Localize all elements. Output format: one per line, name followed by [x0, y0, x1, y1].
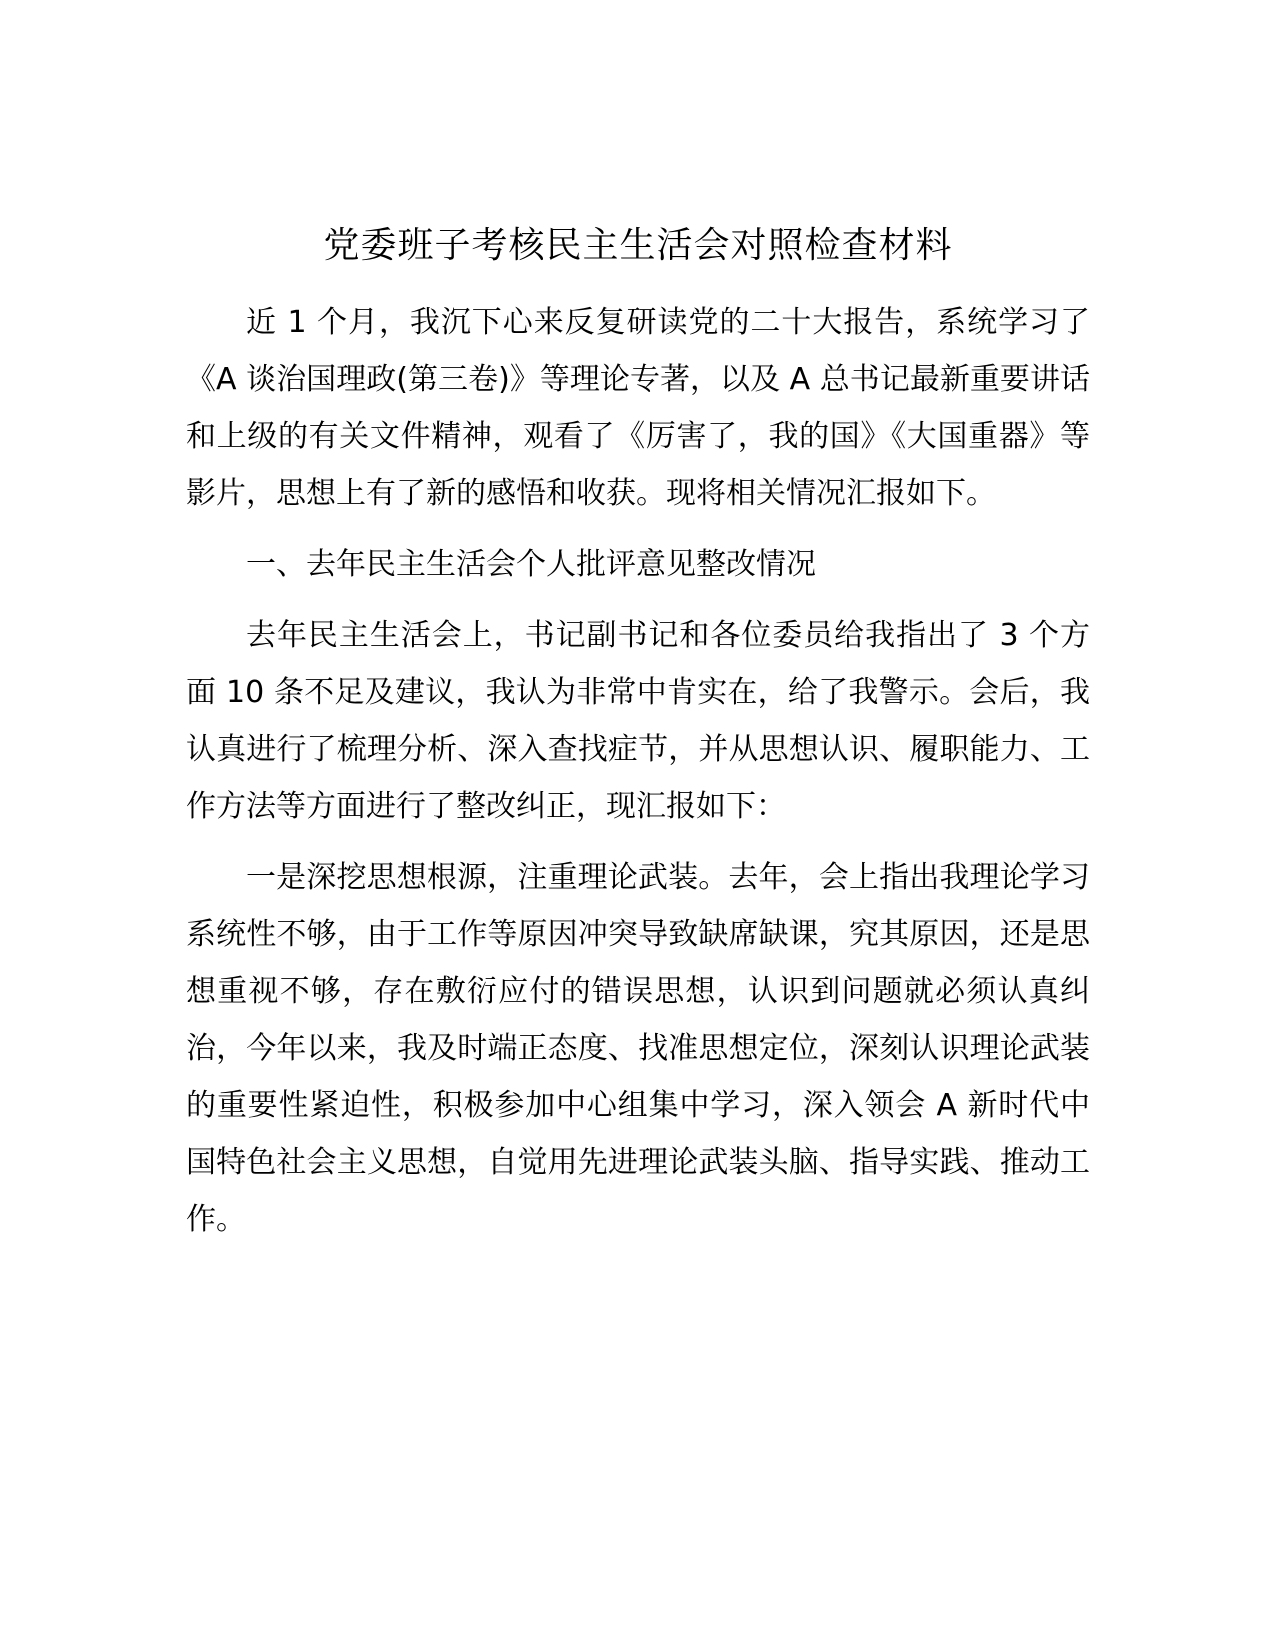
document-title: 党委班子考核民主生活会对照检查材料: [323, 225, 953, 266]
intro-paragraph: 近 1 个月，我沉下心来反复研读党的二十大报告，系统学习了《A 谈治国理政(第三卷)》等理论专著，以及 A 总书记最新重要讲话和上级的有关文件精神，观看了《厉害了，我的国》《大国重器》等影片，思想上有了新的感悟和收获。现将相关情况汇报如下。: [186, 305, 1090, 511]
section-intro-paragraph: 去年民主生活会上，书记副书记和各位委员给我指出了 3 个方面 10 条不足及建议，我认为非常中肯实在，给了我警示。会后，我认真进行了梳理分析、深入查找症节，并从思想认识、履职能力、工作方法等方面进行了整改纠正，现汇报如下：: [186, 618, 1090, 824]
point-one-paragraph: 一是深挖思想根源，注重理论武装。去年，会上指出我理论学习系统性不够，由于工作等原因冲突导致缺席缺课，究其原因，还是思想重视不够，存在敷衍应付的错误思想，认识到问题就必须认真纠治，今年以来，我及时端正态度、找准思想定位，深刻认识理论武装的重要性紧迫性，积极参加中心组集中学习，深入领会 A 新时代中国特色社会主义思想，自觉用先进理论武装头脑、指导实践、推动工作。: [186, 860, 1090, 1237]
document-body: [186, 220, 1090, 1262]
section-heading: 一、去年民主生活会个人批评意见整改情况: [246, 547, 816, 582]
